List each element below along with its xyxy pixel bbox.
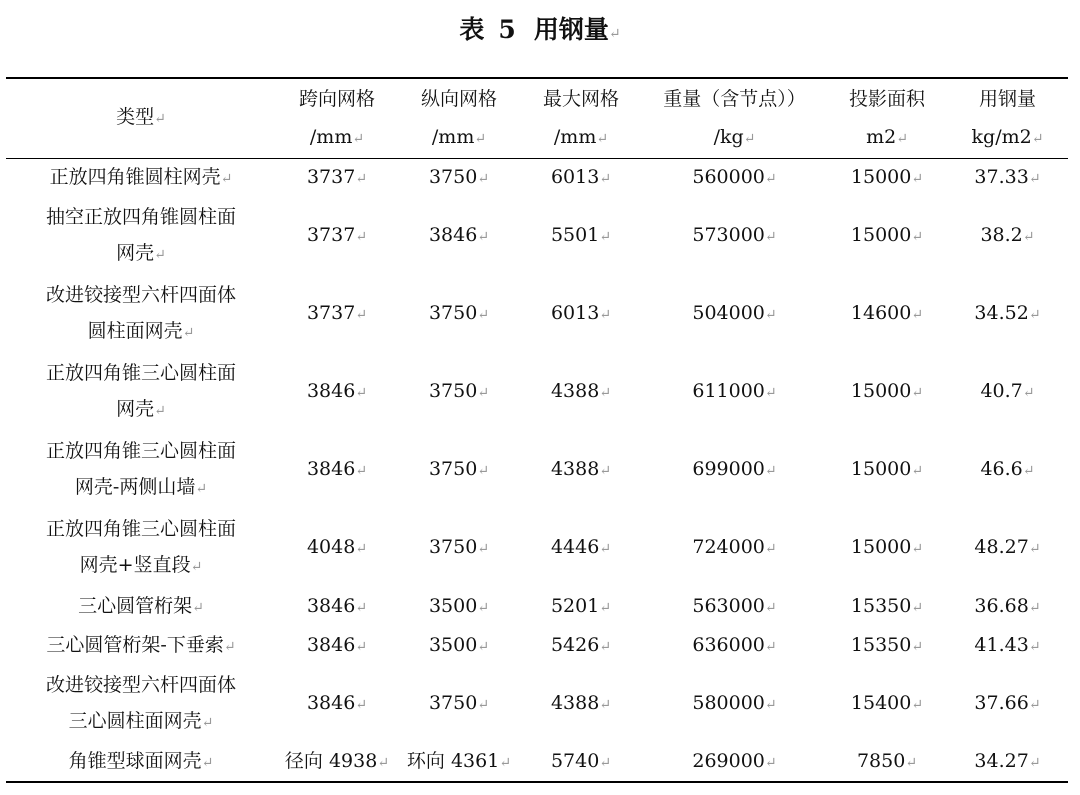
row-value-cell: 3846↵ (306, 458, 368, 480)
header-type: 类型↵ (6, 78, 276, 158)
table-row (6, 353, 1068, 431)
row-value-cell: 4388↵ (550, 692, 612, 714)
row-value-cell: 15000↵ (850, 224, 924, 246)
row-value-cell: 3750↵ (428, 692, 490, 714)
row-type-cell (6, 275, 276, 353)
row-value-cell: 34.52↵ (974, 302, 1041, 324)
row-value-cell: 48.27↵ (974, 536, 1041, 558)
row-value-cell: 3500↵ (428, 633, 490, 656)
header-unit: /mm↵ (276, 118, 398, 158)
row-type-line: 正放四角锥三心圆柱面 (45, 440, 236, 462)
row-value-cell: 563000↵ (692, 594, 777, 617)
row-value-cell: 3737↵ (306, 165, 368, 188)
row-value-cell: 36.68↵ (974, 594, 1041, 617)
row-value-cell: 径向 4938↵ (284, 750, 390, 772)
row-value-cell: 3846↵ (306, 594, 368, 617)
table-row (6, 587, 1068, 626)
row-type-line: 正放四角锥圆柱网壳↵ (49, 165, 233, 188)
table-title-number: 5 (498, 15, 516, 44)
row-type-line: 正放四角锥三心圆柱面 (45, 362, 236, 384)
header-top: 重量（含节点）） (663, 87, 806, 110)
row-value-cell: 15400↵ (850, 692, 924, 714)
row-value-cell: 37.66↵ (974, 692, 1041, 714)
row-value-cell: 3750↵ (428, 380, 490, 402)
row-value-cell: 15000↵ (850, 380, 924, 402)
row-type-cell (6, 353, 276, 431)
table-title-text: 用钢量 (533, 15, 609, 44)
row-value-cell: 5740↵ (550, 750, 612, 772)
row-value-cell: 3750↵ (428, 165, 490, 188)
header-unit: kg/m2↵ (947, 118, 1068, 158)
row-type-line: 角锥型球面网壳↵ (68, 750, 214, 772)
row-value-cell: 5426↵ (550, 633, 612, 656)
row-type-cell (6, 587, 276, 626)
header-unit: /kg↵ (642, 118, 827, 158)
row-value-cell: 3500↵ (428, 594, 490, 617)
row-type-line: 网壳-两侧山墙↵ (74, 476, 208, 498)
header-top: 投影面积 (848, 87, 925, 110)
row-value-cell: 611000↵ (692, 380, 777, 402)
row-type-line: 抽空正放四角锥圆柱面 (45, 206, 236, 228)
table-row (6, 665, 1068, 743)
row-value-cell: 724000↵ (692, 536, 777, 558)
row-value-cell: 573000↵ (692, 224, 777, 246)
row-value-cell: 5501↵ (550, 224, 612, 246)
row-type-line: 三心圆管桁架↵ (78, 594, 204, 617)
row-value-cell: 37.33↵ (974, 165, 1041, 188)
row-value-cell: 504000↵ (692, 302, 777, 324)
header-top: 最大网格 (542, 87, 619, 110)
row-value-cell: 15350↵ (850, 594, 924, 617)
row-value-cell: 3737↵ (306, 224, 368, 246)
row-type-line: 网壳↵ (116, 398, 166, 420)
header-unit: m2↵ (827, 118, 947, 158)
row-type-cell (6, 431, 276, 509)
row-type-cell (6, 158, 276, 197)
table-title-prefix: 表 (459, 15, 485, 44)
row-type-line: 三心圆管桁架-下垂索↵ (46, 633, 236, 656)
row-type-line: 改进铰接型六杆四面体 (45, 674, 236, 696)
row-type-line: 三心圆柱面网壳↵ (68, 710, 214, 732)
row-value-cell: 3846↵ (306, 633, 368, 656)
row-type-line: 网壳↵ (116, 242, 166, 264)
header-top: 纵向网格 (420, 87, 497, 110)
header-row-top (6, 78, 1068, 118)
row-value-cell: 41.43↵ (974, 633, 1041, 656)
steel-usage-table (6, 77, 1068, 783)
row-value-cell: 3750↵ (428, 458, 490, 480)
row-value-cell: 46.6↵ (980, 458, 1035, 480)
row-value-cell: 环向 4361↵ (406, 750, 512, 772)
header-unit: /mm↵ (520, 118, 642, 158)
table-row (6, 197, 1068, 275)
row-value-cell: 4388↵ (550, 458, 612, 480)
row-value-cell: 3846↵ (428, 224, 490, 246)
row-value-cell: 15350↵ (850, 633, 924, 656)
row-type-cell (6, 509, 276, 587)
row-value-cell: 38.2↵ (980, 224, 1035, 246)
row-type-line: 正放四角锥三心圆柱面 (45, 518, 236, 540)
row-value-cell: 636000↵ (692, 633, 777, 656)
row-value-cell: 699000↵ (692, 458, 777, 480)
row-value-cell: 15000↵ (850, 536, 924, 558)
row-value-cell: 15000↵ (850, 458, 924, 480)
table-row (6, 626, 1068, 665)
row-value-cell: 5201↵ (550, 594, 612, 617)
row-value-cell: 3750↵ (428, 536, 490, 558)
row-value-cell: 34.27↵ (974, 750, 1041, 772)
row-type-cell (6, 197, 276, 275)
row-type-line: 网壳+竖直段↵ (79, 554, 203, 576)
table-row (6, 509, 1068, 587)
table-row (6, 431, 1068, 509)
row-type-line: 圆柱面网壳↵ (87, 320, 195, 342)
row-type-cell (6, 743, 276, 782)
header-top: 用钢量 (978, 87, 1036, 110)
table-row (6, 743, 1068, 782)
row-value-cell: 7850↵ (856, 750, 918, 772)
row-value-cell: 3846↵ (306, 380, 368, 402)
row-value-cell: 6013↵ (550, 302, 612, 324)
table-title (0, 10, 1080, 46)
row-type-cell (6, 665, 276, 743)
row-value-cell: 15000↵ (850, 165, 924, 188)
row-value-cell: 40.7↵ (980, 380, 1035, 402)
row-value-cell: 3750↵ (428, 302, 490, 324)
row-value-cell: 4388↵ (550, 380, 612, 402)
table-body (6, 158, 1068, 782)
row-value-cell: 269000↵ (692, 750, 777, 772)
row-value-cell: 580000↵ (692, 692, 777, 714)
header-unit: /mm↵ (398, 118, 520, 158)
row-value-cell: 560000↵ (692, 165, 777, 188)
row-value-cell: 3846↵ (306, 692, 368, 714)
row-value-cell: 14600↵ (850, 302, 924, 324)
table-row (6, 275, 1068, 353)
row-type-line: 改进铰接型六杆四面体 (45, 284, 236, 306)
table-row (6, 158, 1068, 197)
return-mark: ↵ (608, 26, 621, 42)
header-top: 跨向网格 (298, 87, 375, 110)
row-type-cell (6, 626, 276, 665)
row-value-cell: 4446↵ (550, 536, 612, 558)
row-value-cell: 4048↵ (306, 536, 368, 558)
row-value-cell: 3737↵ (306, 302, 368, 324)
row-value-cell: 6013↵ (550, 165, 612, 188)
